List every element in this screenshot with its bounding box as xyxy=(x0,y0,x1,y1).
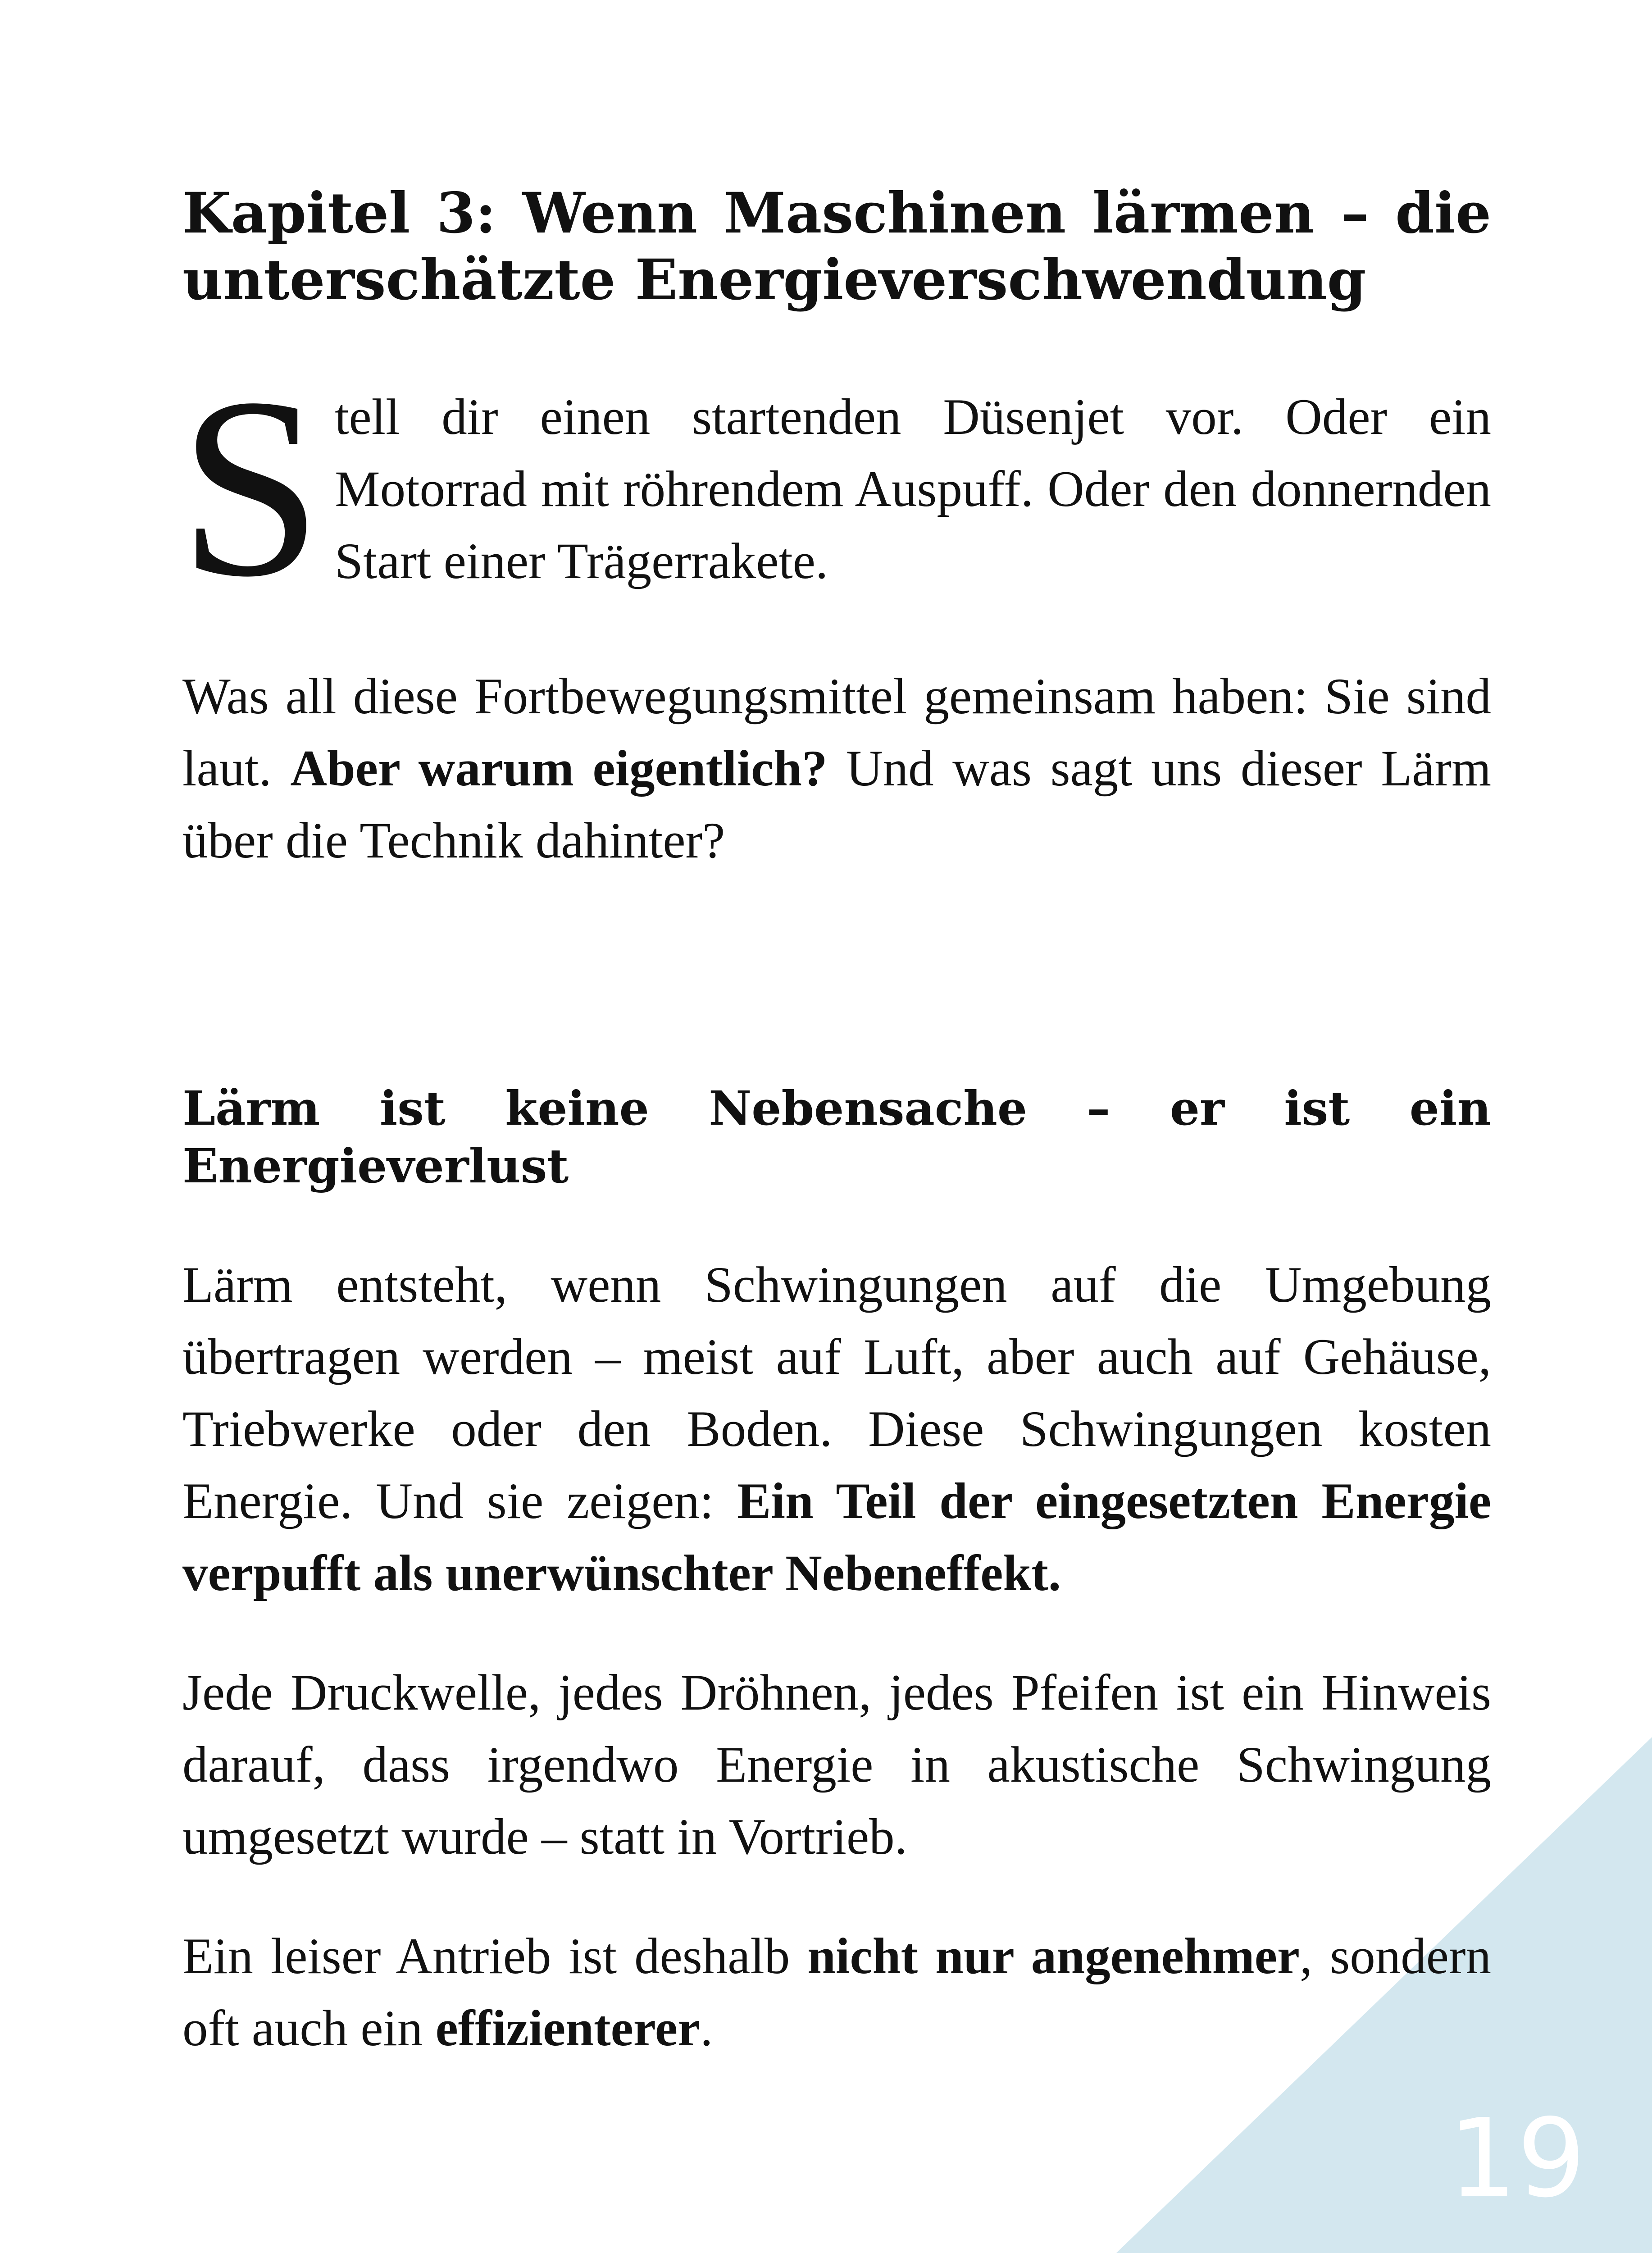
page-content xyxy=(179,180,1491,2112)
question-text-1: Was all diese Fortbewegungsmittel gemeinsam haben: Sie sind laut. xyxy=(182,668,1491,797)
intro-text: tell dir einen startenden Düsenjet vor. Oder ein Motorrad mit röhrendem Auspuff. Oder den donnernden Start einer Trägerrakete. xyxy=(335,389,1491,589)
section-paragraph-3-emphasis-2: effizienterer xyxy=(435,2000,701,2057)
drop-cap: S xyxy=(179,344,323,630)
section-paragraph-1-text: Lärm entsteht, wenn Schwingungen auf die Umgebung übertragen werden – meist auf Luft, aber auch auf Gehäuse, Triebwerke oder den Boden. Diese Schwingungen kosten Energie. Und sie zeigen: xyxy=(182,1257,1491,1529)
section-paragraph-3-text-3: . xyxy=(700,2000,713,2057)
intro-paragraph xyxy=(179,344,1491,630)
section-paragraph-3-text-2: , sondern oft auch ein xyxy=(182,1928,1491,2057)
section-paragraph-3 xyxy=(182,1920,1491,2065)
question-text-2: Und was sagt uns dieser Lärm über die Technik dahinter? xyxy=(182,740,1491,869)
section-heading: Lärm ist keine Nebensache – er ist ein Energieverlust xyxy=(182,1081,1491,1194)
section-paragraph-3-text-1: Ein leiser Antrieb ist deshalb xyxy=(182,1928,808,1984)
section-paragraph-1-emphasis: Ein Teil der eingesetzten Energie verpufft als unerwünschter Nebeneffekt. xyxy=(182,1473,1491,1601)
section-paragraph-2: Jede Druckwelle, jedes Dröhnen, jedes Pfeifen ist ein Hinweis darauf, dass irgendwo Energie in akustische Schwingung umgesetzt wurde – statt in Vortrieb. xyxy=(182,1665,1491,1865)
section-paragraph-3-emphasis-1: nicht nur angenehmer xyxy=(807,1928,1300,1984)
question-emphasis: Aber warum eigentlich? xyxy=(290,740,828,797)
question-paragraph xyxy=(182,661,1491,877)
page-number: 19 xyxy=(1448,2095,1586,2221)
chapter-title: Kapitel 3: Wenn Maschinen lärmen – die unterschätzte Energieverschwendung xyxy=(182,181,1491,313)
section-paragraph-1 xyxy=(182,1249,1491,1610)
